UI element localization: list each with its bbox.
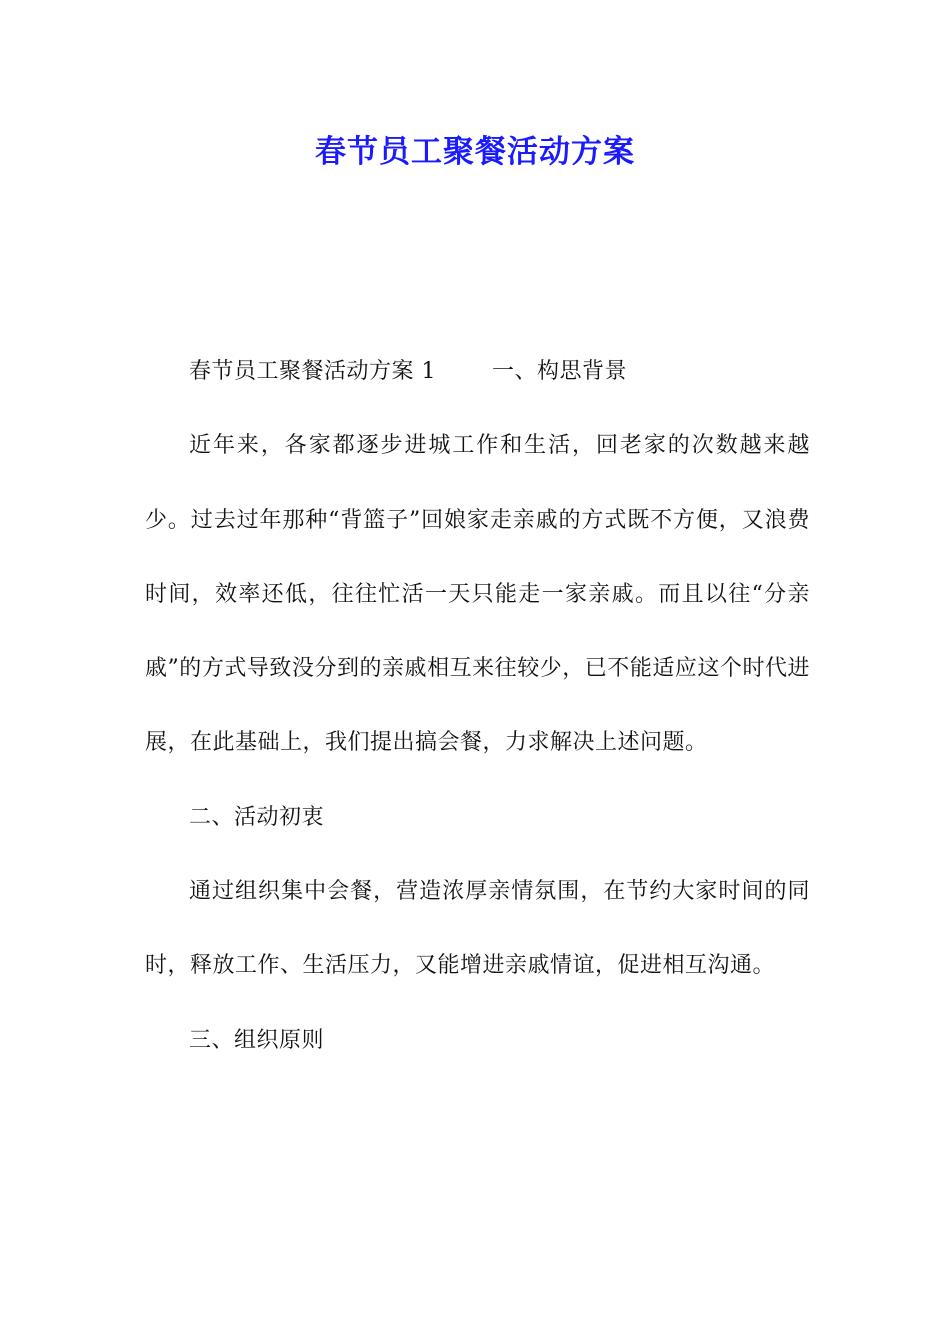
heading-purpose: 二、活动初衷 [189, 804, 325, 830]
document-body [145, 335, 810, 1078]
heading-principles: 三、组织原则 [189, 1027, 325, 1053]
heading-background: 一、构思背景 [492, 359, 628, 384]
section-lead-title: 春节员工聚餐活动方案 1 [189, 359, 436, 384]
paragraph-intro [145, 335, 810, 409]
paragraph-purpose: 通过组织集中会餐，营造浓厚亲情氛围，在节约大家时间的同时，释放工作、生活压力，又能增进亲戚情谊，促进相互沟通。 [145, 879, 810, 979]
paragraph-background: 近年来，各家都逐步进城工作和生活，回老家的次数越来越少。过去过年那种“背篮子”回娘家走亲戚的方式既不方便，又浪费时间，效率还低，往往忙活一天只能走一家亲戚。而且以往“分亲戚”的方式导致没分到的亲戚相互来往较少，已不能适应这个时代进展，在此基础上，我们提出搞会餐，力求解决上述问题。 [145, 433, 810, 756]
document-title: 春节员工聚餐活动方案 [315, 134, 635, 170]
